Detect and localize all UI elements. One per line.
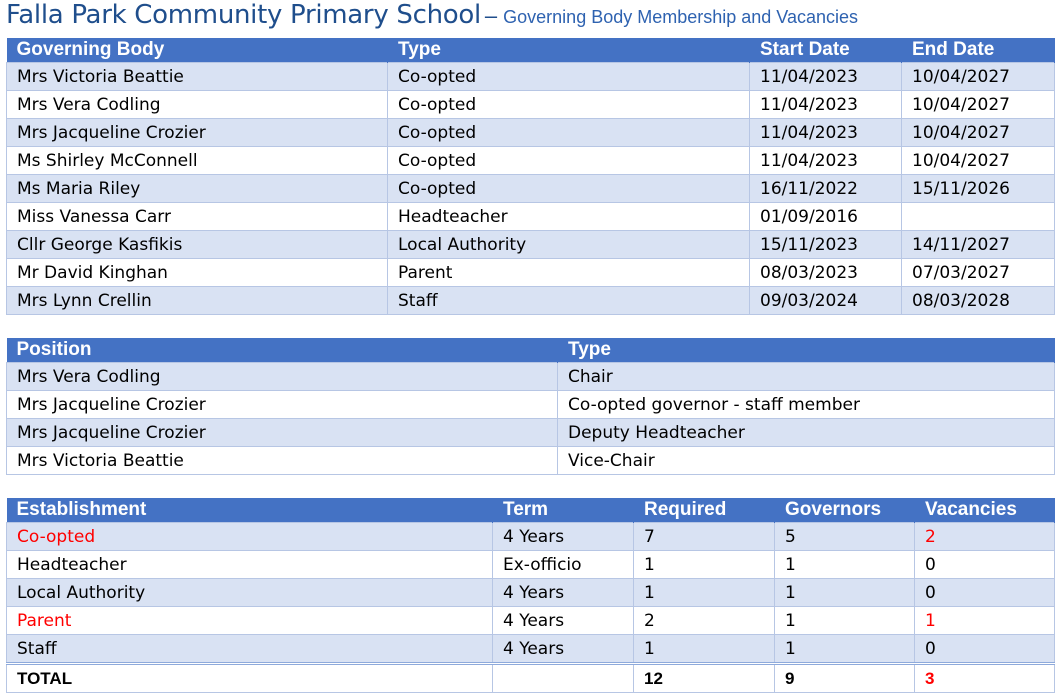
table-cell: Mrs Jacqueline Crozier <box>7 419 558 447</box>
total-cell: 12 <box>634 664 775 693</box>
table-cell: Co-opted <box>388 147 750 175</box>
table-cell: Vice-Chair <box>558 447 1055 475</box>
table-row <box>7 607 1055 635</box>
table-row <box>7 579 1055 607</box>
table-row <box>7 447 1055 475</box>
table-cell: 11/04/2023 <box>750 63 902 91</box>
table-cell: Co-opted <box>388 91 750 119</box>
table-cell: Mrs Victoria Beattie <box>7 63 388 91</box>
table-cell: Deputy Headteacher <box>558 419 1055 447</box>
table-cell: Cllr George Kasfikis <box>7 231 388 259</box>
table-cell: Ms Shirley McConnell <box>7 147 388 175</box>
table-cell: Miss Vanessa Carr <box>7 203 388 231</box>
column-header: Required <box>634 498 775 523</box>
table-cell: 10/04/2027 <box>902 91 1055 119</box>
table-cell: Staff <box>7 635 493 664</box>
total-cell <box>493 664 634 693</box>
table-cell: 10/04/2027 <box>902 147 1055 175</box>
table-cell: 4 Years <box>493 579 634 607</box>
table-cell <box>902 203 1055 231</box>
table-header-row <box>7 38 1055 63</box>
table-cell: 2 <box>915 523 1055 551</box>
positions-table <box>6 338 1055 475</box>
table-cell: 15/11/2023 <box>750 231 902 259</box>
table-cell: Co-opted <box>388 175 750 203</box>
table-cell: Co-opted governor - staff member <box>558 391 1055 419</box>
title-separator: – <box>484 3 498 28</box>
table-cell: Local Authority <box>7 579 493 607</box>
table-cell: Mrs Vera Codling <box>7 91 388 119</box>
table-row <box>7 231 1055 259</box>
table-row <box>7 523 1055 551</box>
table-cell: 5 <box>775 523 915 551</box>
table-cell: Co-opted <box>7 523 493 551</box>
table-row <box>7 391 1055 419</box>
table-row <box>7 635 1055 664</box>
table-cell: 0 <box>915 551 1055 579</box>
table-cell: 14/11/2027 <box>902 231 1055 259</box>
table-cell: 11/04/2023 <box>750 119 902 147</box>
column-header: End Date <box>902 38 1055 63</box>
table-row <box>7 63 1055 91</box>
table-cell: Staff <box>388 287 750 315</box>
total-row <box>7 664 1055 693</box>
table-cell: Co-opted <box>388 63 750 91</box>
table-cell: Ms Maria Riley <box>7 175 388 203</box>
table-cell: 0 <box>915 579 1055 607</box>
column-header: Type <box>388 38 750 63</box>
table-cell: 4 Years <box>493 523 634 551</box>
table-cell: 7 <box>634 523 775 551</box>
table-cell: 1 <box>634 551 775 579</box>
column-header: Establishment <box>7 498 493 523</box>
table-row <box>7 259 1055 287</box>
table-cell: 01/09/2016 <box>750 203 902 231</box>
table-row <box>7 119 1055 147</box>
table-cell: Mrs Victoria Beattie <box>7 447 558 475</box>
table-cell: 1 <box>775 607 915 635</box>
table-cell: Headteacher <box>7 551 493 579</box>
table-header-row <box>7 498 1055 523</box>
table-row <box>7 203 1055 231</box>
table-cell: Mrs Lynn Crellin <box>7 287 388 315</box>
total-cell: 3 <box>915 664 1055 693</box>
total-cell: 9 <box>775 664 915 693</box>
column-header: Start Date <box>750 38 902 63</box>
table-row <box>7 363 1055 391</box>
membership-table <box>6 38 1055 315</box>
table-cell: 1 <box>775 551 915 579</box>
table-cell: Mrs Jacqueline Crozier <box>7 119 388 147</box>
table-cell: 11/04/2023 <box>750 91 902 119</box>
table-row <box>7 147 1055 175</box>
page-subtitle: Governing Body Membership and Vacancies <box>503 7 859 27</box>
table-cell: 4 Years <box>493 607 634 635</box>
table-cell: 15/11/2026 <box>902 175 1055 203</box>
table-row <box>7 175 1055 203</box>
table-cell: Local Authority <box>388 231 750 259</box>
table-cell: Mrs Jacqueline Crozier <box>7 391 558 419</box>
table-cell: 1 <box>634 635 775 664</box>
table-row <box>7 287 1055 315</box>
table-cell: Headteacher <box>388 203 750 231</box>
table-cell: Ex-officio <box>493 551 634 579</box>
table-cell: 08/03/2023 <box>750 259 902 287</box>
table-cell: 2 <box>634 607 775 635</box>
table-cell: Co-opted <box>388 119 750 147</box>
table-header-row <box>7 338 1055 363</box>
total-cell: TOTAL <box>7 664 493 693</box>
column-header: Vacancies <box>915 498 1055 523</box>
column-header: Governors <box>775 498 915 523</box>
table-cell: Mrs Vera Codling <box>7 363 558 391</box>
column-header: Governing Body <box>7 38 388 63</box>
table-row <box>7 419 1055 447</box>
column-header: Term <box>493 498 634 523</box>
table-row <box>7 91 1055 119</box>
table-cell: 1 <box>775 579 915 607</box>
establishment-table <box>6 498 1055 693</box>
school-name: Falla Park Community Primary School <box>6 0 481 30</box>
column-header: Position <box>7 338 558 363</box>
table-cell: 07/03/2027 <box>902 259 1055 287</box>
table-cell: 10/04/2027 <box>902 63 1055 91</box>
table-cell: 09/03/2024 <box>750 287 902 315</box>
table-row <box>7 551 1055 579</box>
page-title <box>6 0 858 34</box>
table-cell: 16/11/2022 <box>750 175 902 203</box>
table-cell: Parent <box>388 259 750 287</box>
table-cell: 08/03/2028 <box>902 287 1055 315</box>
table-cell: Mr David Kinghan <box>7 259 388 287</box>
column-header: Type <box>558 338 1055 363</box>
table-cell: 4 Years <box>493 635 634 664</box>
table-cell: Parent <box>7 607 493 635</box>
table-cell: 1 <box>634 579 775 607</box>
table-cell: 1 <box>775 635 915 664</box>
table-cell: 1 <box>915 607 1055 635</box>
table-cell: Chair <box>558 363 1055 391</box>
table-cell: 11/04/2023 <box>750 147 902 175</box>
table-cell: 10/04/2027 <box>902 119 1055 147</box>
table-cell: 0 <box>915 635 1055 664</box>
